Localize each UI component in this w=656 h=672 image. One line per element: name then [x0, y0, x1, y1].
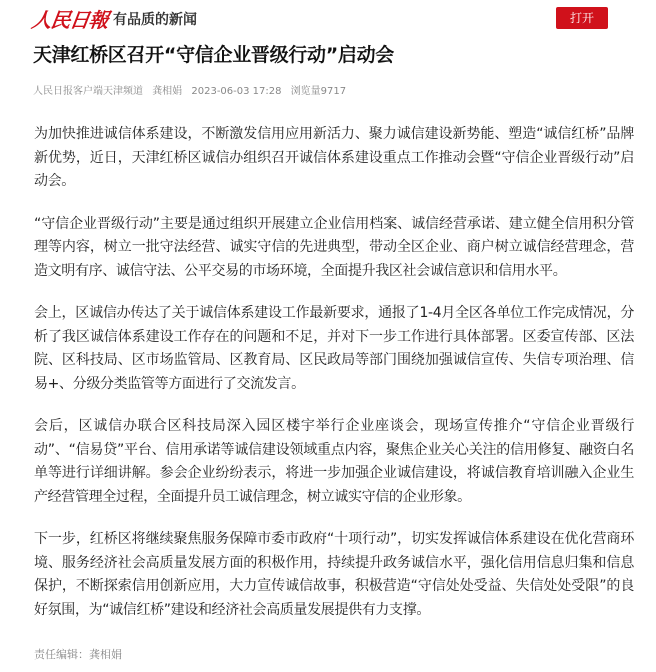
article-body [34, 123, 634, 641]
article-views: 浏览量9717 [290, 86, 347, 97]
article-paragraph: “守信企业晋级行动”主要是通过组织开展建立企业信用档案、诚信经营承诺、建立健全信用积分管理等内容，树立一批守法经营、诚实守信的先进典型，带动全区企业、商户树立诚信经营理念，营造文明有序、诚信守法、公平交易的市场环境，全面提升我区社会诚信意识和信用水平。 [34, 215, 634, 279]
article-author: 龚相娟 [152, 86, 183, 97]
slogan: 有品质的新闻 [113, 12, 197, 28]
article-paragraph: 下一步，红桥区将继续聚焦服务保障市委市政府“十项行动”，切实发挥诚信体系建设在优化营商环境、服务经济社会高质量发展方面的积极作用，持续提升政务诚信水平，强化信用信息归集和信息保护，不断探索信用创新应用，大力宣传诚信故事，积极营造“守信处处受益、失信处处受限”的良好氛围，为“诚信红桥”建设和经济社会高质量发展提供有力支撑。 [34, 531, 634, 618]
article-title: 天津红桥区召开“守信企业晋级行动”启动会 [33, 44, 394, 66]
top-bar [0, 0, 656, 36]
article-source: 人民日报客户端天津频道 [33, 86, 143, 97]
article-paragraph: 会后，区诚信办联合区科技局深入园区楼宇举行企业座谈会，现场宣传推介“守信企业晋级行动”、“信易贷”平台、信用承诺等诚信建设领域重点内容，聚焦企业关心关注的信用修复、融资白名单等进行详细讲解。参会企业纷纷表示，将进一步加强企业诚信建设，将诚信教育培训融入企业生产经营管理全过程，全面提升员工诚信理念，树立诚实守信的企业形象。 [34, 418, 634, 505]
responsible-editor: 责任编辑：龚相娟 [34, 648, 122, 661]
article-meta [33, 82, 352, 97]
article-datetime: 2023-06-03 17:28 [191, 86, 282, 97]
article-paragraph: 为加快推进诚信体系建设，不断激发信用应用新活力、聚力诚信建设新势能、塑造“诚信红桥”品牌新优势，近日，天津红桥区诚信办组织召开诚信体系建设重点工作推动会暨“守信企业晋级行动”启动会。 [34, 126, 634, 189]
open-app-button[interactable]: 打开 [556, 7, 608, 29]
people-daily-logo[interactable]: 人民日報 [30, 8, 110, 32]
article-paragraph: 会上，区诚信办传达了关于诚信体系建设工作最新要求，通报了1-4月全区各单位工作完成情况，分析了我区诚信体系建设工作存在的问题和不足，并对下一步工作进行具体部署。区委宣传部、区法院、区科技局、区市场监管局、区教育局、区民政局等部门围绕加强诚信宣传、失信专项治理、信易+、分级分类监管等方面进行了交流发言。 [34, 305, 634, 392]
